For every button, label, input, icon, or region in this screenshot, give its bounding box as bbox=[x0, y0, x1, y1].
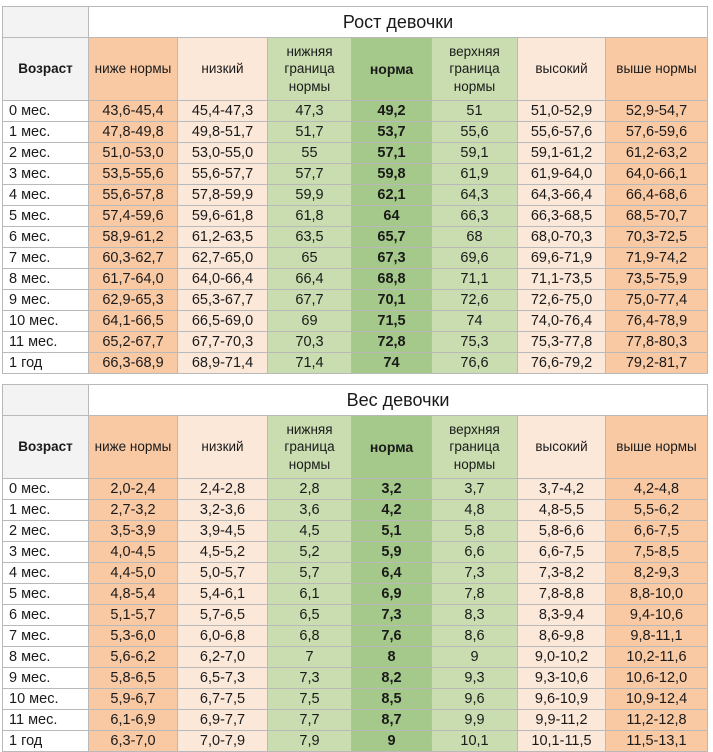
column-header-lower: нижняя граница нормы bbox=[268, 38, 352, 101]
value-cell-norm: 49,2 bbox=[352, 101, 432, 122]
table-row bbox=[3, 353, 708, 374]
value-cell-high: 61,9-64,0 bbox=[518, 164, 606, 185]
value-cell-norm: 4,2 bbox=[352, 500, 432, 521]
value-cell-norm: 59,8 bbox=[352, 164, 432, 185]
value-cell-high: 59,1-61,2 bbox=[518, 143, 606, 164]
value-cell-below: 5,8-6,5 bbox=[89, 668, 178, 689]
value-cell-upper: 51 bbox=[432, 101, 518, 122]
value-cell-norm: 74 bbox=[352, 353, 432, 374]
value-cell-lower: 65 bbox=[268, 248, 352, 269]
value-cell-above: 10,6-12,0 bbox=[606, 668, 708, 689]
column-header-row bbox=[3, 416, 708, 479]
value-cell-lower: 6,5 bbox=[268, 605, 352, 626]
value-cell-upper: 5,8 bbox=[432, 521, 518, 542]
value-cell-lower: 59,9 bbox=[268, 185, 352, 206]
value-cell-upper: 64,3 bbox=[432, 185, 518, 206]
value-cell-below: 61,7-64,0 bbox=[89, 269, 178, 290]
value-cell-upper: 55,6 bbox=[432, 122, 518, 143]
value-cell-norm: 6,4 bbox=[352, 563, 432, 584]
table-row bbox=[3, 731, 708, 752]
value-cell-norm: 64 bbox=[352, 206, 432, 227]
value-cell-above: 79,2-81,7 bbox=[606, 353, 708, 374]
column-header-lower: нижняя граница нормы bbox=[268, 416, 352, 479]
table-row bbox=[3, 185, 708, 206]
column-header-high: высокий bbox=[518, 416, 606, 479]
value-cell-lower: 3,6 bbox=[268, 500, 352, 521]
value-cell-lower: 66,4 bbox=[268, 269, 352, 290]
value-cell-upper: 9,3 bbox=[432, 668, 518, 689]
value-cell-upper: 8,6 bbox=[432, 626, 518, 647]
value-cell-low: 57,8-59,9 bbox=[178, 185, 268, 206]
value-cell-low: 6,0-6,8 bbox=[178, 626, 268, 647]
value-cell-lower: 7 bbox=[268, 647, 352, 668]
age-cell: 6 мес. bbox=[3, 227, 89, 248]
value-cell-norm: 3,2 bbox=[352, 479, 432, 500]
value-cell-below: 5,6-6,2 bbox=[89, 647, 178, 668]
value-cell-norm: 62,1 bbox=[352, 185, 432, 206]
table-row bbox=[3, 500, 708, 521]
value-cell-low: 49,8-51,7 bbox=[178, 122, 268, 143]
value-cell-low: 5,0-5,7 bbox=[178, 563, 268, 584]
value-cell-lower: 55 bbox=[268, 143, 352, 164]
table-row bbox=[3, 479, 708, 500]
table-title: Рост девочки bbox=[89, 7, 708, 38]
table-row bbox=[3, 584, 708, 605]
value-cell-upper: 6,6 bbox=[432, 542, 518, 563]
column-header-high: высокий bbox=[518, 38, 606, 101]
value-cell-above: 77,8-80,3 bbox=[606, 332, 708, 353]
value-cell-below: 43,6-45,4 bbox=[89, 101, 178, 122]
value-cell-norm: 8,2 bbox=[352, 668, 432, 689]
value-cell-norm: 7,3 bbox=[352, 605, 432, 626]
value-cell-upper: 76,6 bbox=[432, 353, 518, 374]
value-cell-high: 68,0-70,3 bbox=[518, 227, 606, 248]
value-cell-low: 61,2-63,5 bbox=[178, 227, 268, 248]
weight-table bbox=[2, 384, 708, 752]
table-row bbox=[3, 668, 708, 689]
value-cell-low: 53,0-55,0 bbox=[178, 143, 268, 164]
value-cell-upper: 59,1 bbox=[432, 143, 518, 164]
value-cell-low: 62,7-65,0 bbox=[178, 248, 268, 269]
age-cell: 9 мес. bbox=[3, 290, 89, 311]
age-cell: 8 мес. bbox=[3, 647, 89, 668]
value-cell-norm: 5,1 bbox=[352, 521, 432, 542]
value-cell-low: 67,7-70,3 bbox=[178, 332, 268, 353]
value-cell-high: 5,8-6,6 bbox=[518, 521, 606, 542]
value-cell-high: 4,8-5,5 bbox=[518, 500, 606, 521]
value-cell-norm: 7,6 bbox=[352, 626, 432, 647]
value-cell-lower: 47,3 bbox=[268, 101, 352, 122]
value-cell-upper: 10,1 bbox=[432, 731, 518, 752]
table-row bbox=[3, 122, 708, 143]
value-cell-low: 45,4-47,3 bbox=[178, 101, 268, 122]
column-header-norm: норма bbox=[352, 416, 432, 479]
value-cell-below: 4,4-5,0 bbox=[89, 563, 178, 584]
value-cell-low: 59,6-61,8 bbox=[178, 206, 268, 227]
value-cell-lower: 69 bbox=[268, 311, 352, 332]
value-cell-upper: 75,3 bbox=[432, 332, 518, 353]
value-cell-below: 58,9-61,2 bbox=[89, 227, 178, 248]
value-cell-high: 74,0-76,4 bbox=[518, 311, 606, 332]
age-cell: 0 мес. bbox=[3, 479, 89, 500]
table-row bbox=[3, 332, 708, 353]
age-column-header: Возраст bbox=[3, 416, 89, 479]
age-cell: 11 мес. bbox=[3, 332, 89, 353]
value-cell-norm: 70,1 bbox=[352, 290, 432, 311]
age-cell: 5 мес. bbox=[3, 206, 89, 227]
table-row bbox=[3, 689, 708, 710]
column-header-upper: верхняя граница нормы bbox=[432, 416, 518, 479]
age-header-cell bbox=[3, 7, 89, 38]
value-cell-lower: 7,5 bbox=[268, 689, 352, 710]
age-cell: 3 мес. bbox=[3, 542, 89, 563]
value-cell-low: 3,2-3,6 bbox=[178, 500, 268, 521]
value-cell-low: 68,9-71,4 bbox=[178, 353, 268, 374]
value-cell-upper: 7,8 bbox=[432, 584, 518, 605]
value-cell-below: 4,8-5,4 bbox=[89, 584, 178, 605]
value-cell-above: 7,5-8,5 bbox=[606, 542, 708, 563]
value-cell-below: 6,3-7,0 bbox=[89, 731, 178, 752]
value-cell-high: 9,0-10,2 bbox=[518, 647, 606, 668]
age-cell: 5 мес. bbox=[3, 584, 89, 605]
value-cell-lower: 7,9 bbox=[268, 731, 352, 752]
value-cell-above: 71,9-74,2 bbox=[606, 248, 708, 269]
value-cell-above: 10,9-12,4 bbox=[606, 689, 708, 710]
age-cell: 4 мес. bbox=[3, 185, 89, 206]
age-cell: 9 мес. bbox=[3, 668, 89, 689]
value-cell-upper: 9,6 bbox=[432, 689, 518, 710]
value-cell-norm: 53,7 bbox=[352, 122, 432, 143]
value-cell-upper: 61,9 bbox=[432, 164, 518, 185]
value-cell-upper: 3,7 bbox=[432, 479, 518, 500]
value-cell-low: 55,6-57,7 bbox=[178, 164, 268, 185]
age-cell: 2 мес. bbox=[3, 521, 89, 542]
value-cell-above: 11,2-12,8 bbox=[606, 710, 708, 731]
value-cell-upper: 4,8 bbox=[432, 500, 518, 521]
value-cell-above: 52,9-54,7 bbox=[606, 101, 708, 122]
value-cell-upper: 9 bbox=[432, 647, 518, 668]
value-cell-below: 47,8-49,8 bbox=[89, 122, 178, 143]
value-cell-below: 2,7-3,2 bbox=[89, 500, 178, 521]
table-row bbox=[3, 164, 708, 185]
value-cell-upper: 74 bbox=[432, 311, 518, 332]
value-cell-low: 66,5-69,0 bbox=[178, 311, 268, 332]
value-cell-below: 5,9-6,7 bbox=[89, 689, 178, 710]
value-cell-below: 65,2-67,7 bbox=[89, 332, 178, 353]
value-cell-below: 53,5-55,6 bbox=[89, 164, 178, 185]
value-cell-norm: 8,7 bbox=[352, 710, 432, 731]
age-cell: 1 год bbox=[3, 353, 89, 374]
value-cell-norm: 57,1 bbox=[352, 143, 432, 164]
value-cell-norm: 68,8 bbox=[352, 269, 432, 290]
age-header-cell bbox=[3, 385, 89, 416]
value-cell-below: 66,3-68,9 bbox=[89, 353, 178, 374]
value-cell-lower: 61,8 bbox=[268, 206, 352, 227]
age-cell: 10 мес. bbox=[3, 311, 89, 332]
value-cell-high: 6,6-7,5 bbox=[518, 542, 606, 563]
value-cell-lower: 6,1 bbox=[268, 584, 352, 605]
value-cell-above: 8,8-10,0 bbox=[606, 584, 708, 605]
value-cell-above: 9,8-11,1 bbox=[606, 626, 708, 647]
value-cell-above: 76,4-78,9 bbox=[606, 311, 708, 332]
value-cell-lower: 51,7 bbox=[268, 122, 352, 143]
value-cell-high: 8,6-9,8 bbox=[518, 626, 606, 647]
value-cell-lower: 67,7 bbox=[268, 290, 352, 311]
value-cell-high: 55,6-57,6 bbox=[518, 122, 606, 143]
age-cell: 3 мес. bbox=[3, 164, 89, 185]
table-title-row bbox=[3, 385, 708, 416]
value-cell-above: 6,6-7,5 bbox=[606, 521, 708, 542]
value-cell-low: 4,5-5,2 bbox=[178, 542, 268, 563]
column-header-upper: верхняя граница нормы bbox=[432, 38, 518, 101]
value-cell-below: 57,4-59,6 bbox=[89, 206, 178, 227]
value-cell-above: 10,2-11,6 bbox=[606, 647, 708, 668]
value-cell-upper: 8,3 bbox=[432, 605, 518, 626]
column-header-above: выше нормы bbox=[606, 416, 708, 479]
table-row bbox=[3, 605, 708, 626]
value-cell-low: 6,7-7,5 bbox=[178, 689, 268, 710]
value-cell-below: 5,3-6,0 bbox=[89, 626, 178, 647]
value-cell-norm: 71,5 bbox=[352, 311, 432, 332]
value-cell-norm: 6,9 bbox=[352, 584, 432, 605]
table-row bbox=[3, 290, 708, 311]
value-cell-above: 66,4-68,6 bbox=[606, 185, 708, 206]
column-header-low: низкий bbox=[178, 38, 268, 101]
value-cell-lower: 6,8 bbox=[268, 626, 352, 647]
value-cell-upper: 72,6 bbox=[432, 290, 518, 311]
value-cell-upper: 7,3 bbox=[432, 563, 518, 584]
age-column-header: Возраст bbox=[3, 38, 89, 101]
value-cell-below: 3,5-3,9 bbox=[89, 521, 178, 542]
value-cell-high: 7,8-8,8 bbox=[518, 584, 606, 605]
age-cell: 2 мес. bbox=[3, 143, 89, 164]
value-cell-high: 9,3-10,6 bbox=[518, 668, 606, 689]
value-cell-above: 8,2-9,3 bbox=[606, 563, 708, 584]
value-cell-lower: 70,3 bbox=[268, 332, 352, 353]
table-title: Вес девочки bbox=[89, 385, 708, 416]
age-cell: 4 мес. bbox=[3, 563, 89, 584]
value-cell-high: 51,0-52,9 bbox=[518, 101, 606, 122]
column-header-below: ниже нормы bbox=[89, 38, 178, 101]
age-cell: 6 мес. bbox=[3, 605, 89, 626]
age-cell: 11 мес. bbox=[3, 710, 89, 731]
value-cell-above: 70,3-72,5 bbox=[606, 227, 708, 248]
value-cell-below: 62,9-65,3 bbox=[89, 290, 178, 311]
value-cell-high: 7,3-8,2 bbox=[518, 563, 606, 584]
value-cell-high: 71,1-73,5 bbox=[518, 269, 606, 290]
value-cell-low: 6,5-7,3 bbox=[178, 668, 268, 689]
value-cell-above: 11,5-13,1 bbox=[606, 731, 708, 752]
value-cell-above: 57,6-59,6 bbox=[606, 122, 708, 143]
table-title-row bbox=[3, 7, 708, 38]
value-cell-norm: 67,3 bbox=[352, 248, 432, 269]
value-cell-lower: 63,5 bbox=[268, 227, 352, 248]
value-cell-lower: 4,5 bbox=[268, 521, 352, 542]
value-cell-above: 64,0-66,1 bbox=[606, 164, 708, 185]
value-cell-upper: 9,9 bbox=[432, 710, 518, 731]
value-cell-above: 5,5-6,2 bbox=[606, 500, 708, 521]
value-cell-high: 3,7-4,2 bbox=[518, 479, 606, 500]
age-cell: 0 мес. bbox=[3, 101, 89, 122]
value-cell-high: 76,6-79,2 bbox=[518, 353, 606, 374]
value-cell-high: 10,1-11,5 bbox=[518, 731, 606, 752]
value-cell-below: 2,0-2,4 bbox=[89, 479, 178, 500]
value-cell-below: 5,1-5,7 bbox=[89, 605, 178, 626]
value-cell-lower: 7,7 bbox=[268, 710, 352, 731]
value-cell-upper: 68 bbox=[432, 227, 518, 248]
table-row bbox=[3, 626, 708, 647]
value-cell-lower: 71,4 bbox=[268, 353, 352, 374]
table-row bbox=[3, 710, 708, 731]
value-cell-low: 5,4-6,1 bbox=[178, 584, 268, 605]
value-cell-lower: 5,7 bbox=[268, 563, 352, 584]
value-cell-below: 51,0-53,0 bbox=[89, 143, 178, 164]
column-header-row bbox=[3, 38, 708, 101]
value-cell-norm: 5,9 bbox=[352, 542, 432, 563]
value-cell-upper: 66,3 bbox=[432, 206, 518, 227]
value-cell-high: 69,6-71,9 bbox=[518, 248, 606, 269]
value-cell-norm: 8,5 bbox=[352, 689, 432, 710]
value-cell-norm: 8 bbox=[352, 647, 432, 668]
value-cell-above: 75,0-77,4 bbox=[606, 290, 708, 311]
value-cell-high: 66,3-68,5 bbox=[518, 206, 606, 227]
value-cell-high: 9,9-11,2 bbox=[518, 710, 606, 731]
column-header-below: ниже нормы bbox=[89, 416, 178, 479]
value-cell-low: 5,7-6,5 bbox=[178, 605, 268, 626]
value-cell-upper: 69,6 bbox=[432, 248, 518, 269]
column-header-above: выше нормы bbox=[606, 38, 708, 101]
value-cell-upper: 71,1 bbox=[432, 269, 518, 290]
table-row bbox=[3, 206, 708, 227]
value-cell-high: 72,6-75,0 bbox=[518, 290, 606, 311]
value-cell-low: 2,4-2,8 bbox=[178, 479, 268, 500]
table-row bbox=[3, 563, 708, 584]
table-row bbox=[3, 542, 708, 563]
table-row bbox=[3, 248, 708, 269]
value-cell-below: 55,6-57,8 bbox=[89, 185, 178, 206]
value-cell-high: 9,6-10,9 bbox=[518, 689, 606, 710]
age-cell: 1 мес. bbox=[3, 122, 89, 143]
value-cell-low: 64,0-66,4 bbox=[178, 269, 268, 290]
age-cell: 7 мес. bbox=[3, 248, 89, 269]
table-row bbox=[3, 647, 708, 668]
value-cell-high: 8,3-9,4 bbox=[518, 605, 606, 626]
value-cell-norm: 9 bbox=[352, 731, 432, 752]
value-cell-below: 64,1-66,5 bbox=[89, 311, 178, 332]
value-cell-low: 6,2-7,0 bbox=[178, 647, 268, 668]
value-cell-lower: 57,7 bbox=[268, 164, 352, 185]
age-cell: 7 мес. bbox=[3, 626, 89, 647]
value-cell-above: 4,2-4,8 bbox=[606, 479, 708, 500]
value-cell-above: 61,2-63,2 bbox=[606, 143, 708, 164]
value-cell-lower: 7,3 bbox=[268, 668, 352, 689]
value-cell-above: 9,4-10,6 bbox=[606, 605, 708, 626]
table-row bbox=[3, 143, 708, 164]
value-cell-high: 64,3-66,4 bbox=[518, 185, 606, 206]
value-cell-lower: 5,2 bbox=[268, 542, 352, 563]
value-cell-low: 65,3-67,7 bbox=[178, 290, 268, 311]
height-table bbox=[2, 6, 708, 374]
value-cell-below: 4,0-4,5 bbox=[89, 542, 178, 563]
table-row bbox=[3, 521, 708, 542]
age-cell: 1 год bbox=[3, 731, 89, 752]
value-cell-above: 68,5-70,7 bbox=[606, 206, 708, 227]
age-cell: 8 мес. bbox=[3, 269, 89, 290]
value-cell-low: 7,0-7,9 bbox=[178, 731, 268, 752]
value-cell-low: 3,9-4,5 bbox=[178, 521, 268, 542]
table-row bbox=[3, 101, 708, 122]
table-row bbox=[3, 227, 708, 248]
column-header-low: низкий bbox=[178, 416, 268, 479]
age-cell: 1 мес. bbox=[3, 500, 89, 521]
value-cell-lower: 2,8 bbox=[268, 479, 352, 500]
column-header-norm: норма bbox=[352, 38, 432, 101]
value-cell-low: 6,9-7,7 bbox=[178, 710, 268, 731]
table-row bbox=[3, 269, 708, 290]
value-cell-high: 75,3-77,8 bbox=[518, 332, 606, 353]
age-cell: 10 мес. bbox=[3, 689, 89, 710]
table-row bbox=[3, 311, 708, 332]
value-cell-below: 6,1-6,9 bbox=[89, 710, 178, 731]
value-cell-below: 60,3-62,7 bbox=[89, 248, 178, 269]
value-cell-norm: 65,7 bbox=[352, 227, 432, 248]
value-cell-above: 73,5-75,9 bbox=[606, 269, 708, 290]
value-cell-norm: 72,8 bbox=[352, 332, 432, 353]
